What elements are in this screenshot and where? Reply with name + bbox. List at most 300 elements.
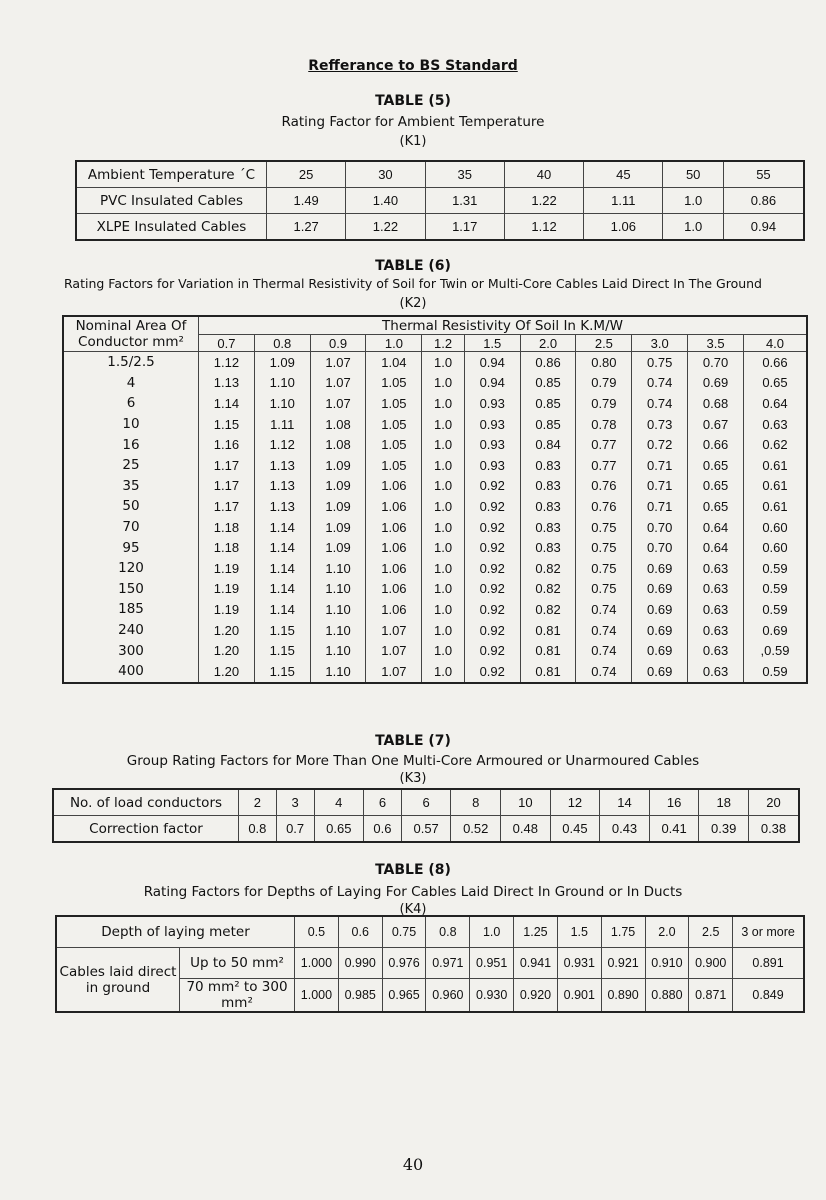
table-cell: 0.93 [464,434,520,455]
column-header: 4.0 [743,335,807,352]
table-cell: 0.69 [632,661,688,683]
table-cell: 0.92 [464,599,520,620]
table-cell: 1.05 [366,434,422,455]
table-cell: 1.10 [310,620,366,641]
table-cell: 1.16 [199,434,255,455]
table-cell: 0.93 [464,393,520,414]
table-cell: 1.10 [310,558,366,579]
table-cell: 0.57 [401,816,451,843]
table-cell: 1.19 [199,579,255,600]
row-label: 70 [63,517,199,538]
table-cell: 0.59 [743,558,807,579]
table-cell: 0.65 [688,476,744,497]
table-cell: 0.70 [632,517,688,538]
row-label: Ambient Temperature ˊC [76,161,267,188]
table-row [63,393,807,414]
table-cell: 0.849 [733,979,804,1013]
table-row [63,434,807,455]
table-cell: 1.06 [366,517,422,538]
table-cell: 45 [584,161,663,188]
table-cell: 0.64 [743,393,807,414]
table-cell: 0.94 [464,352,520,373]
table-cell: 1.0 [422,599,465,620]
table-cell: 0.66 [743,352,807,373]
column-header: 0.6 [338,916,382,948]
table-cell: 0.82 [520,579,576,600]
page-number: 40 [402,1155,424,1174]
table7-code: (K3) [399,771,427,786]
table-cell: 0.62 [743,434,807,455]
table-cell: 1.14 [254,579,310,600]
table-cell: 1.20 [199,661,255,683]
row-header: Nominal Area Of Conductor mm² [63,316,199,352]
table-cell: 0.82 [520,558,576,579]
table-cell: 1.05 [366,455,422,476]
table-cell: 0.83 [520,496,576,517]
table-cell: 0.63 [688,640,744,661]
page-heading: Refferance to BS Standard [308,58,518,74]
table-row [63,414,807,435]
row-label: 120 [63,558,199,579]
row-label: 16 [63,434,199,455]
row-label: 300 [63,640,199,661]
table-cell: 1.0 [422,414,465,435]
soil-resistivity-table [62,315,808,684]
table-cell: 1.19 [199,599,255,620]
table-cell: 1.19 [199,558,255,579]
row-label: Up to 50 mm² [180,948,295,979]
row-label: 70 mm² to 300 mm² [180,979,295,1013]
table-cell: 0.60 [743,537,807,558]
table-cell: 0.71 [632,476,688,497]
table-cell: 0.77 [576,434,632,455]
row-label: 240 [63,620,199,641]
table-cell: 0.931 [557,948,601,979]
table-cell: ,0.59 [743,640,807,661]
table-cell: 50 [663,161,723,188]
table-cell: 14 [600,789,650,816]
table-cell: 1.08 [310,434,366,455]
row-label: No. of load conductors [53,789,239,816]
table6-code: (K2) [399,296,427,311]
table-cell: 3 [276,789,314,816]
table6-subtitle: Rating Factors for Variation in Thermal Resistivity of Soil for Twin or Multi-Core Cables Laid Direct In The Ground [64,276,762,291]
table-cell: 0.63 [688,661,744,683]
table-cell: 0.951 [470,948,514,979]
row-label: Correction factor [53,816,239,843]
table-cell: 18 [699,789,749,816]
table-cell: 0.92 [464,620,520,641]
row-label: 150 [63,579,199,600]
table-cell: 1.10 [310,661,366,683]
table-cell: 1.06 [366,599,422,620]
table-cell: 1.0 [422,393,465,414]
table-cell: 0.61 [743,496,807,517]
row-label: PVC Insulated Cables [76,188,267,214]
depth-label: Depth of laying meter [56,916,295,948]
table-cell: 1.15 [254,661,310,683]
table-cell: 0.74 [576,599,632,620]
table-cell: 0.94 [464,373,520,394]
table-cell: 0.910 [645,948,689,979]
table-cell: 0.921 [601,948,645,979]
column-header: 1.5 [464,335,520,352]
column-header: 1.2 [422,335,465,352]
table-cell: 2 [239,789,277,816]
group-rating-table [52,788,800,843]
table-row [76,188,804,214]
table-cell: 0.81 [520,640,576,661]
table-cell: 1.09 [310,517,366,538]
column-header: 0.8 [254,335,310,352]
column-header: 1.0 [366,335,422,352]
table-cell: 1.13 [254,496,310,517]
table-cell: 0.70 [688,352,744,373]
table-cell: 0.80 [576,352,632,373]
table-cell: 1.09 [310,537,366,558]
table-row [63,373,807,394]
table-cell: 1.09 [254,352,310,373]
table-cell: 1.12 [199,352,255,373]
row-label: 1.5/2.5 [63,352,199,373]
table-cell: 1.0 [422,537,465,558]
row-label: 6 [63,393,199,414]
table-cell: 1.14 [254,558,310,579]
table-cell: 1.0 [663,188,723,214]
table-row [63,496,807,517]
table-cell: 1.12 [504,214,583,241]
ambient-temperature-table [75,160,805,241]
table-row [56,916,804,948]
table-cell: 16 [649,789,699,816]
table-row [63,620,807,641]
table-cell: 1.18 [199,517,255,538]
table-cell: 1.0 [422,352,465,373]
table-cell: 0.7 [276,816,314,843]
table-cell: 0.990 [338,948,382,979]
table-cell: 1.20 [199,640,255,661]
table-row [63,640,807,661]
table-cell: 1.11 [584,188,663,214]
table-cell: 1.22 [504,188,583,214]
table-cell: 0.61 [743,476,807,497]
table-row [56,948,804,979]
table-row [53,816,799,843]
row-label: 4 [63,373,199,394]
table-cell: 0.976 [382,948,426,979]
column-header: 3.0 [632,335,688,352]
table-cell: 0.75 [576,537,632,558]
table-row [76,161,804,188]
table-cell: 1.10 [310,579,366,600]
table-cell: 0.70 [632,537,688,558]
table-cell: 0.59 [743,661,807,683]
table-cell: 0.69 [632,558,688,579]
table-cell: 1.0 [422,661,465,683]
table-cell: 1.22 [346,214,425,241]
table-cell: 0.71 [632,496,688,517]
table-cell: 1.13 [254,476,310,497]
table-cell: 0.83 [520,517,576,538]
table-cell: 0.72 [632,434,688,455]
table-cell: 1.000 [295,979,339,1013]
table-cell: 0.74 [576,640,632,661]
table-cell: 0.69 [632,640,688,661]
table-cell: 20 [749,789,800,816]
table-row [63,455,807,476]
table-cell: 0.77 [576,455,632,476]
table-cell: 1.0 [422,517,465,538]
table-cell: 30 [346,161,425,188]
table-row [76,214,804,241]
group-label: Cables laid direct in ground [56,948,180,1013]
row-label: 185 [63,599,199,620]
table-cell: 1.07 [310,352,366,373]
table-cell: 0.92 [464,640,520,661]
table-cell: 0.67 [688,414,744,435]
row-label: 95 [63,537,199,558]
table-cell: 0.75 [576,579,632,600]
column-header: 1.0 [470,916,514,948]
table-cell: 0.920 [514,979,558,1013]
table-cell: 0.83 [520,455,576,476]
table-cell: 0.93 [464,455,520,476]
column-header: 1.5 [557,916,601,948]
table-cell: 0.79 [576,393,632,414]
table-cell: 1.05 [366,373,422,394]
table-cell: 1.08 [310,414,366,435]
table-cell: 0.69 [743,620,807,641]
table-cell: 1.0 [422,455,465,476]
table-cell: 0.45 [550,816,600,843]
table-cell: 0.971 [426,948,470,979]
table-cell: 0.85 [520,393,576,414]
table-cell: 0.75 [576,517,632,538]
table-cell: 0.83 [520,476,576,497]
table-cell: 0.52 [451,816,501,843]
table-cell: 1.18 [199,537,255,558]
table-cell: 0.890 [601,979,645,1013]
table-cell: 0.81 [520,620,576,641]
column-header: 2.0 [645,916,689,948]
table-cell: 0.74 [632,393,688,414]
table-cell: 0.92 [464,517,520,538]
table7-title: TABLE (7) [375,733,451,749]
table-cell: 0.79 [576,373,632,394]
table-cell: 1.07 [310,373,366,394]
column-header: 0.9 [310,335,366,352]
table-cell: 1.09 [310,496,366,517]
table-cell: 1.10 [254,393,310,414]
table-cell: 0.65 [688,496,744,517]
table-cell: 1.06 [366,537,422,558]
table-cell: 1.0 [422,373,465,394]
table-cell: 1.15 [199,414,255,435]
table-cell: 0.74 [576,661,632,683]
table-cell: 55 [723,161,804,188]
table-cell: 10 [501,789,551,816]
table-cell: 0.85 [520,373,576,394]
table-cell: 0.92 [464,661,520,683]
table-cell: 0.65 [314,816,364,843]
table-cell: 0.76 [576,496,632,517]
table-cell: 0.69 [632,579,688,600]
table-cell: 1.0 [422,476,465,497]
table-cell: 0.59 [743,579,807,600]
table-cell: 0.78 [576,414,632,435]
table-cell: 0.891 [733,948,804,979]
table-cell: 1.0 [422,640,465,661]
table-cell: 1.14 [199,393,255,414]
table-row [63,579,807,600]
table-cell: 1.09 [310,476,366,497]
row-label: 10 [63,414,199,435]
table-cell: 1.06 [366,558,422,579]
table8-code: (K4) [399,902,427,917]
table-cell: 0.960 [426,979,470,1013]
table-cell: 1.31 [425,188,504,214]
table-cell: 1.05 [366,414,422,435]
table-cell: 1.0 [422,579,465,600]
table-cell: 1.05 [366,393,422,414]
table-cell: 8 [451,789,501,816]
table-cell: 1.15 [254,640,310,661]
table-cell: 0.69 [632,620,688,641]
group-header: Thermal Resistivity Of Soil In K.M/W [199,316,808,335]
table-cell: 1.10 [310,599,366,620]
table-row [63,599,807,620]
table-cell: 0.94 [723,214,804,241]
table-cell: 0.61 [743,455,807,476]
table-cell: 1.0 [422,558,465,579]
table-row [53,789,799,816]
column-header: 1.25 [514,916,558,948]
table-cell: 6 [401,789,451,816]
table-cell: 0.86 [520,352,576,373]
table-row [63,661,807,683]
table-row [63,476,807,497]
table-cell: 0.60 [743,517,807,538]
table-cell: 0.38 [749,816,800,843]
table-cell: 0.66 [688,434,744,455]
table-cell: 0.84 [520,434,576,455]
table-cell: 0.6 [364,816,402,843]
column-header: 0.8 [426,916,470,948]
table-cell: 0.92 [464,558,520,579]
table-cell: 1.20 [199,620,255,641]
column-header: 2.5 [689,916,733,948]
table8-subtitle: Rating Factors for Depths of Laying For Cables Laid Direct In Ground or In Ducts [143,884,683,900]
table-cell: 1.12 [254,434,310,455]
table-cell: 0.92 [464,496,520,517]
table-cell: 1.27 [267,214,346,241]
table-cell: 0.880 [645,979,689,1013]
table-cell: 0.941 [514,948,558,979]
table-cell: 1.10 [254,373,310,394]
column-header: 0.7 [199,335,255,352]
table5-code: (K1) [399,134,427,149]
table-cell: 0.69 [632,599,688,620]
table-cell: 0.75 [632,352,688,373]
table-cell: 0.39 [699,816,749,843]
table-cell: 1.10 [310,640,366,661]
table-cell: 0.63 [688,579,744,600]
table-cell: 0.82 [520,599,576,620]
table-cell: 0.83 [520,537,576,558]
table-cell: 0.71 [632,455,688,476]
table-cell: 1.06 [584,214,663,241]
row-label: 25 [63,455,199,476]
table-cell: 1.0 [422,620,465,641]
table-cell: 40 [504,161,583,188]
column-header: 2.0 [520,335,576,352]
table-cell: 0.73 [632,414,688,435]
table-cell: 1.06 [366,579,422,600]
table-cell: 1.0 [422,434,465,455]
table-cell: 1.06 [366,476,422,497]
table-cell: 0.48 [501,816,551,843]
table7-subtitle: Group Rating Factors for More Than One Multi-Core Armoured or Unarmoured Cables [126,753,700,769]
table-cell: 1.0 [422,496,465,517]
table-cell: 1.000 [295,948,339,979]
column-header: 3.5 [688,335,744,352]
table-row [63,537,807,558]
table-cell: 1.17 [199,476,255,497]
table-cell: 1.0 [663,214,723,241]
table-cell: 1.14 [254,537,310,558]
table-cell: 0.65 [688,455,744,476]
table-cell: 0.92 [464,476,520,497]
table-cell: 1.11 [254,414,310,435]
table-row [63,352,807,373]
table-cell: 0.85 [520,414,576,435]
table8-title: TABLE (8) [375,862,451,878]
column-header: 0.5 [295,916,339,948]
table-cell: 0.63 [688,620,744,641]
table-cell: 0.86 [723,188,804,214]
table-cell: 1.06 [366,496,422,517]
column-header: 2.5 [576,335,632,352]
table-cell: 0.64 [688,517,744,538]
table-cell: 0.65 [743,373,807,394]
table-cell: 0.92 [464,579,520,600]
table-cell: 1.40 [346,188,425,214]
table-cell: 1.15 [254,620,310,641]
table-cell: 1.17 [199,496,255,517]
depth-of-laying-table [55,915,805,1013]
table-cell: 4 [314,789,364,816]
table-cell: 25 [267,161,346,188]
table5-subtitle: Rating Factor for Ambient Temperature [281,114,545,130]
row-label: XLPE Insulated Cables [76,214,267,241]
table-cell: 12 [550,789,600,816]
table-cell: 0.930 [470,979,514,1013]
table-row [63,558,807,579]
table-cell: 6 [364,789,402,816]
table-cell: 1.17 [199,455,255,476]
table-cell: 1.07 [310,393,366,414]
table-cell: 1.49 [267,188,346,214]
table-cell: 1.07 [366,620,422,641]
table-cell: 1.13 [199,373,255,394]
table-cell: 0.74 [632,373,688,394]
table-cell: 0.59 [743,599,807,620]
table-cell: 0.63 [743,414,807,435]
row-label: 400 [63,661,199,683]
table-cell: 0.41 [649,816,699,843]
table-cell: 0.900 [689,948,733,979]
table-cell: 1.07 [366,640,422,661]
